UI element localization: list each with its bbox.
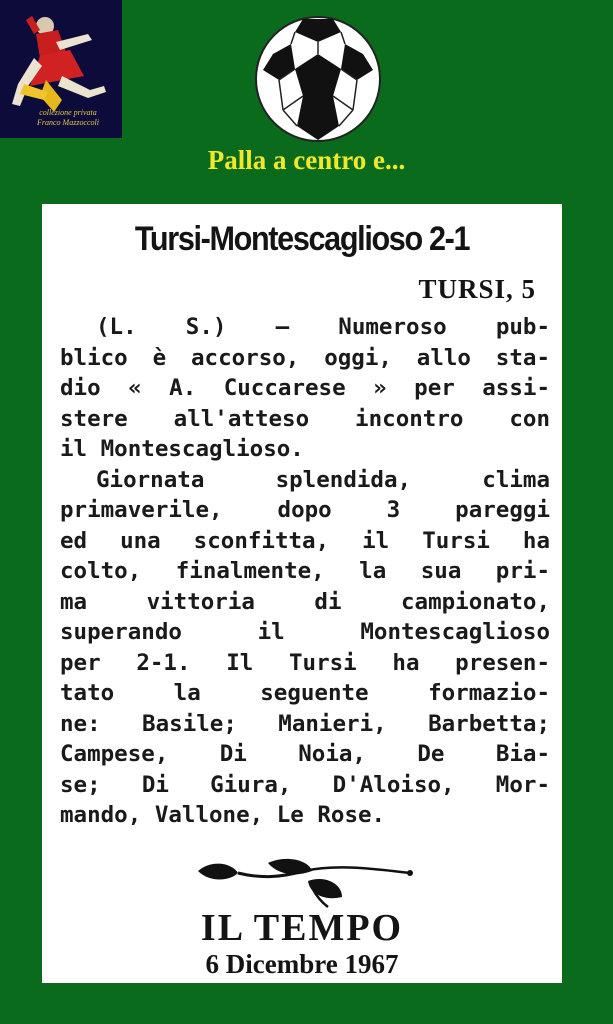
article-body: [60, 312, 550, 831]
headline: Palla a centro e...: [207, 145, 406, 175]
article-line: colto, finalmente, la sua pri-: [60, 558, 550, 584]
collection-logo: [0, 0, 122, 138]
newspaper-clipping: [42, 204, 562, 983]
article-line: blico è accorso, oggi, allo sta-: [60, 344, 550, 371]
article-line: ma vittoria di campionato,: [60, 588, 550, 615]
article-line: dio « A. Cuccarese » per assi-: [60, 375, 550, 401]
article-line: se; Di Giura, D'Aloiso, Mor-: [60, 771, 550, 798]
article-dateline: TURSI, 5: [418, 274, 536, 304]
article-title: Tursi-Montescaglioso 2-1: [134, 220, 470, 258]
logo-caption-line1: collezione privata: [39, 108, 97, 117]
article-line: Giornata splendida, clima: [96, 466, 550, 493]
article-line: mando, Vallone, Le Rose.: [60, 802, 386, 828]
article-line: ne: Basile; Manieri, Barbetta;: [60, 710, 550, 737]
soccer-ball-icon: [253, 14, 383, 144]
article-line: per 2-1. Il Tursi ha presen-: [60, 649, 550, 676]
article-line: il Montescaglioso.: [60, 436, 304, 462]
article-line: (L. S.) — Numeroso pub-: [96, 314, 550, 340]
article-line: primaverile, dopo 3 pareggi: [60, 497, 550, 523]
article-line: stere all'atteso incontro con: [60, 405, 550, 432]
logo-caption-line2: Franco Mazzoccoli: [37, 118, 99, 127]
logo-caption: [18, 108, 118, 128]
article-line: tato la seguente formazio-: [60, 680, 550, 706]
leaf-ornament-icon: [192, 857, 418, 911]
article-line: ed una sconfitta, il Tursi ha: [60, 527, 550, 554]
article-line: superando il Montescaglioso: [60, 619, 550, 645]
article-line: Campese, Di Noia, De Bia-: [60, 741, 550, 767]
publication-date: 6 Dicembre 1967: [205, 949, 399, 979]
newspaper-name: IL TEMPO: [200, 907, 404, 949]
